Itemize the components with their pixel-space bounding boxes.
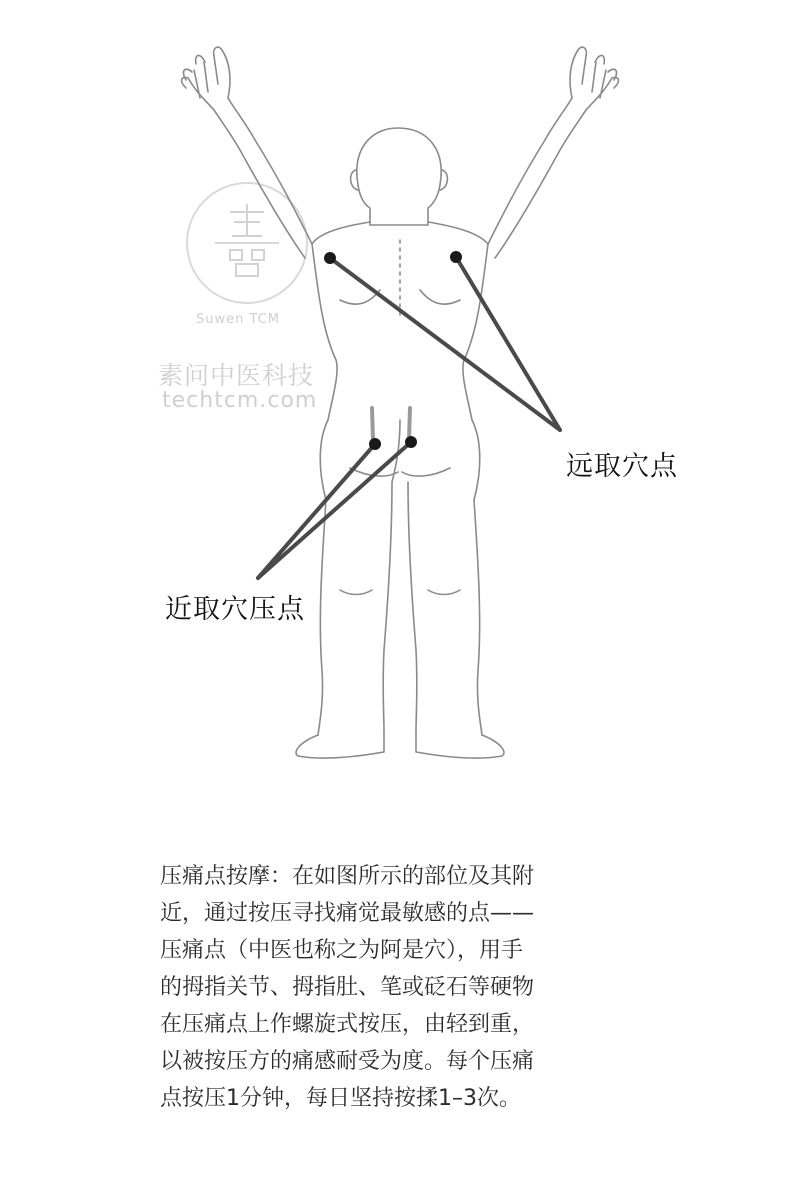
label-near-points: 近取穴压点 [165, 594, 305, 625]
watermark-domain: techtcm.com [162, 388, 318, 413]
watermark-chinese-name: 素问中医科技 [158, 361, 315, 390]
description-line: 在压痛点上作螺旋式按压，由轻到重， [160, 1012, 535, 1037]
pointer-line-near-left [258, 444, 375, 578]
massage-description [160, 858, 640, 1117]
description-line: 点按压1分钟，每日坚持按揉1–3次。 [160, 1086, 521, 1111]
acupoint-left-sacral [369, 438, 381, 450]
sacral-markers [372, 408, 410, 440]
acupoint-right-shoulder [450, 251, 462, 263]
acupoint-right-sacral [405, 436, 417, 448]
watermark-brand: Suwen TCM [196, 312, 280, 327]
acupoints [324, 251, 462, 450]
pointer-line-far-left [330, 258, 560, 430]
pointer-line-near-right [258, 442, 411, 578]
description-line: 以被按压方的痛感耐受为度。每个压痛 [160, 1049, 535, 1074]
description-line: 的拇指关节、拇指肚、笔或砭石等硬物 [160, 975, 535, 1000]
description-line: 压痛点（中医也称之为阿是穴），用手 [160, 938, 524, 963]
pointer-line-far-right [456, 257, 560, 430]
description-line: 近，通过按压寻找痛觉最敏感的点—— [160, 901, 535, 926]
acupoint-left-shoulder [324, 252, 336, 264]
description-line: 压痛点按摩：在如图所示的部位及其附 [160, 864, 535, 889]
label-far-points: 远取穴点 [566, 451, 678, 482]
